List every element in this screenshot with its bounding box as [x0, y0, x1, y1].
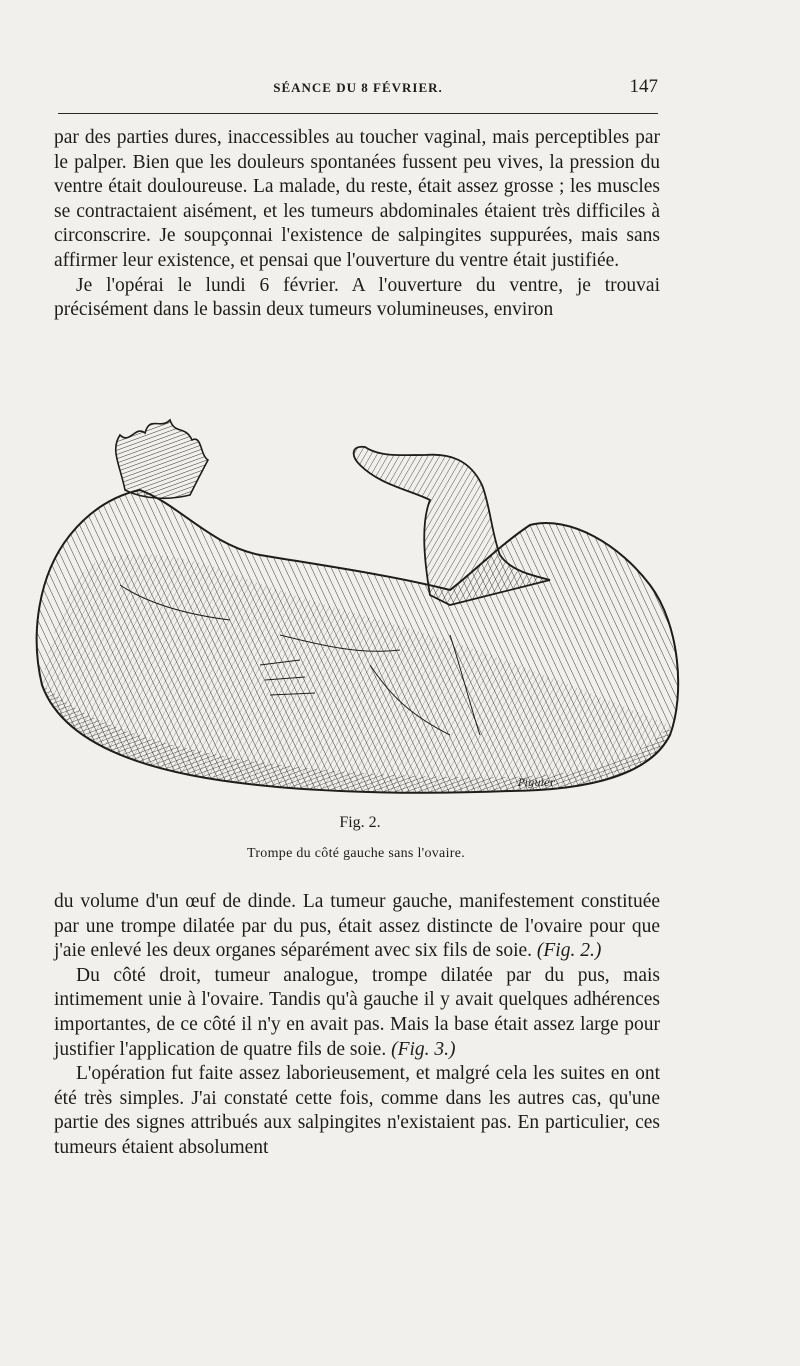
running-title: SÉANCE DU 8 FÉVRIER. — [273, 80, 443, 95]
paragraph: Je l'opérai le lundi 6 février. A l'ouverture du ventre, je trouvai précisément dans le bassin deux tumeurs volumineuses, environ — [54, 274, 660, 321]
text-block-bottom — [54, 890, 660, 1161]
illustrator-signature: Piguier — [518, 778, 555, 789]
text-block-top — [54, 126, 660, 323]
figure-illustration — [30, 405, 690, 805]
paragraph — [54, 890, 660, 964]
running-head — [58, 76, 658, 100]
paragraph: par des parties dures, inaccessibles au toucher vaginal, mais perceptibles par le palper. Bien que les douleurs spontanées fussent peu vives, la pression du ventre était douloureuse. La malade, du reste, était assez grosse ; les muscles se contractaient aisément, et les tumeurs abdominales étaient très difficiles à circonscrire. Je soupçonnai l'existence de salpingites suppurées, mais sans affirmer leur existence, et pensai que l'ouverture du ventre était justifiée. — [54, 127, 660, 271]
figure-caption: Trompe du côté gauche sans l'ovaire. — [246, 846, 466, 861]
figure-label: Fig. 2. — [339, 814, 381, 831]
figure-reference: (Fig. 3.) — [391, 1038, 456, 1060]
figure-reference: (Fig. 2.) — [536, 940, 602, 962]
paragraph-text: Du côté droit, tumeur analogue, trompe dilatée par du pus, mais intimement unie à l'ovaire. Tandis qu'à gauche il y avait quelques adhérences importantes, de ce côté il n'y en avait pas. Mais la base était assez large pour justifier l'application de quatre fils de soie. — [54, 964, 660, 1060]
header-rule — [58, 113, 658, 114]
paragraph: L'opération fut faite assez laborieusement, et malgré cela les suites en ont été très simples. J'ai constaté cette fois, comme dans les autres cas, qu'une partie des signes attribués aux salpingites n'existaient pas. En particulier, ces tumeurs étaient absolument — [54, 1063, 660, 1158]
paragraph-text: du volume d'un œuf de dinde. La tumeur gauche, manifestement constituée par une trompe dilatée par du pus, était assez distincte de l'ovaire pour que j'aie enlevé les deux organes séparément avec six fils de soie. — [54, 891, 660, 962]
page-number: 147 — [629, 76, 658, 97]
paragraph — [54, 964, 660, 1062]
